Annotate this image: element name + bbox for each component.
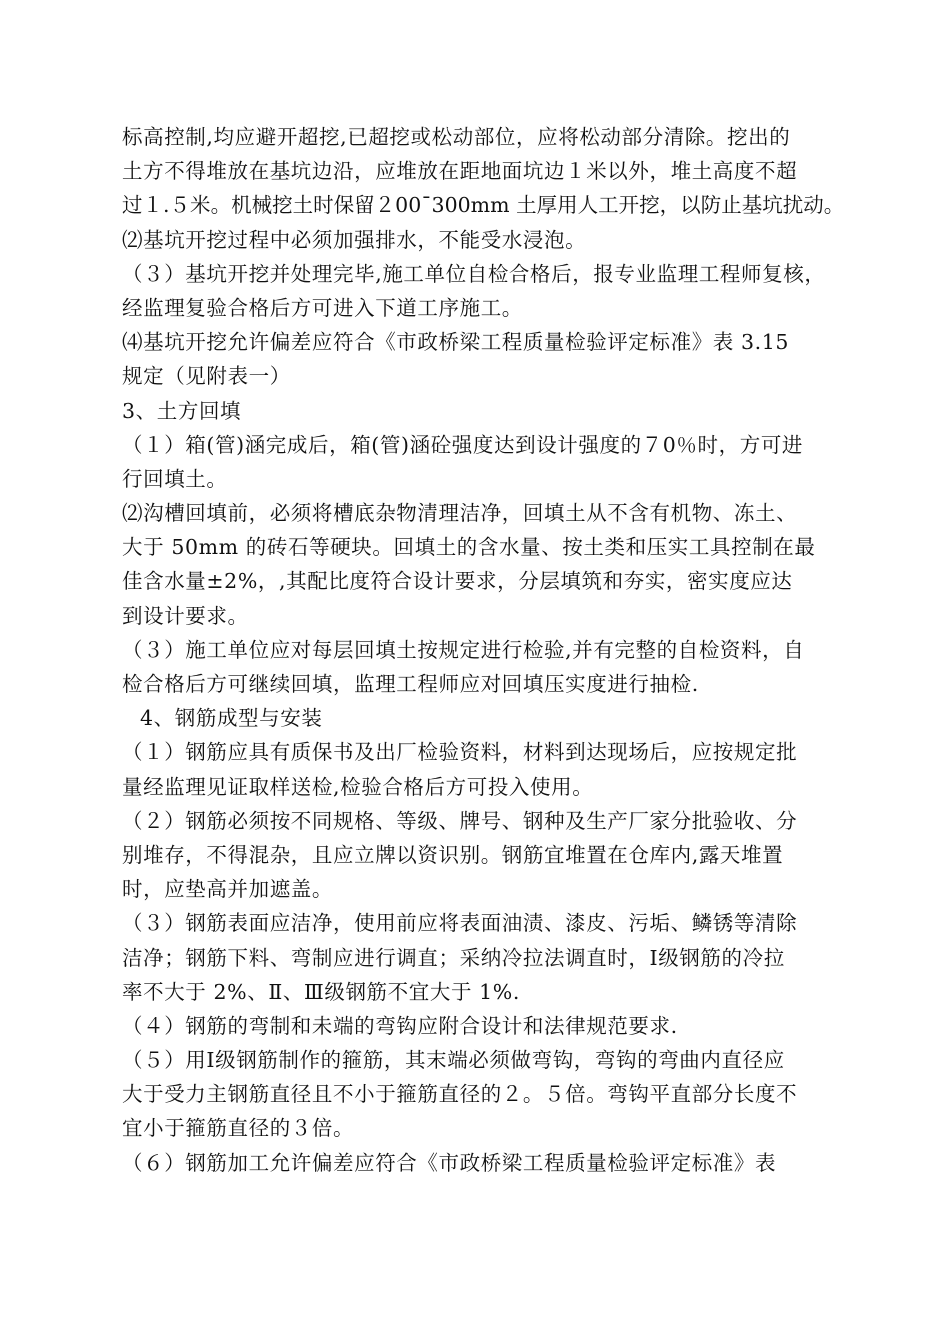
text-line: （６）钢筋加工允许偏差应符合《市政桥梁工程质量检验评定标准》表: [122, 1150, 777, 1175]
text-line: 大于受力主钢筋直径且不小于箍筋直径的２。５倍。弯钩平直部分长度不: [122, 1082, 798, 1107]
text-line: 洁净；钢筋下料、弯制应进行调直；采纳冷拉法调直时，Ⅰ级钢筋的冷拉: [122, 945, 785, 970]
text-line: （５）用Ⅰ级钢筋制作的箍筋，其末端必须做弯钩，弯钩的弯曲内直径应: [122, 1048, 785, 1073]
text-line: 时，应垫高并加遮盖。: [122, 877, 333, 902]
text-line: 别堆存，不得混杂，且应立牌以资识别。钢筋宜堆置在仓库内,露天堆置: [122, 842, 784, 867]
text-line: （３）钢筋表面应洁净，使用前应将表面油渍、漆皮、污垢、鳞锈等清除: [122, 911, 798, 936]
text-line: ⑵基坑开挖过程中必须加强排水，不能受水浸泡。: [122, 227, 587, 252]
text-line: 大于 50mm 的砖石等硬块。回填土的含水量、按土类和压实工具控制在最: [122, 535, 816, 560]
text-line: 标高控制,均应避开超挖,已超挖或松动部位，应将松动部分清除。挖出的: [122, 125, 791, 149]
text-line: ⑵沟槽回填前，必须将槽底杂物清理洁净，回填土从不含有机物、冻土、: [122, 501, 798, 526]
text-line: 经监理复验合格后方可进入下道工序施工。: [122, 295, 523, 320]
text-line: （１）箱(管)涵完成后，箱(管)涵砼强度达到设计强度的７0％时，方可进: [122, 432, 804, 457]
text-line: （４）钢筋的弯制和未端的弯钩应附合设计和法律规范要求.: [122, 1013, 678, 1038]
text-line: （２）钢筋必须按不同规格、等级、牌号、钢种及生产厂家分批验收、分: [122, 808, 798, 833]
text-line: 过１.５米。机械挖土时保留２00¯300mm 土厚用人工开挖，以防止基坑扰动。: [122, 193, 845, 218]
section-heading: 3、土方回填: [122, 398, 242, 423]
text-line: 行回填土。: [122, 466, 228, 491]
text-line: （３）基坑开挖并处理完毕,施工单位自检合格后，报专业监理工程师复核，: [122, 261, 826, 286]
text-line: 土方不得堆放在基坑边沿，应堆放在距地面坑边１米以外，堆土高度不超: [122, 159, 798, 184]
text-line: （３）施工单位应对每层回填土按规定进行检验,并有完整的自检资料，自: [122, 637, 805, 662]
document-body: [122, 120, 844, 1180]
text-line: 率不大于 2%、Ⅱ、Ⅲ级钢筋不宜大于 1%.: [122, 979, 520, 1004]
text-line: 规定（见附表一）: [122, 364, 291, 389]
text-line: ⑷基坑开挖允许偏差应符合《市政桥梁工程质量检验评定标准》表 3.15: [122, 330, 790, 355]
text-line: 到设计要求。: [122, 603, 249, 628]
text-line: 佳含水量±2%，,其配比度符合设计要求，分层填筑和夯实，密实度应达: [122, 569, 793, 594]
section-heading: 4、钢筋成型与安装: [140, 706, 323, 731]
text-line: （１）钢筋应具有质保书及出厂检验资料，材料到达现场后，应按规定批: [122, 740, 798, 765]
text-line: 宜小于箍筋直径的３倍。: [122, 1116, 355, 1141]
text-line: 量经监理见证取样送检,检验合格后方可投入使用。: [122, 774, 594, 799]
text-line: 检合格后方可继续回填，监理工程师应对回填压实度进行抽检.: [122, 672, 699, 696]
